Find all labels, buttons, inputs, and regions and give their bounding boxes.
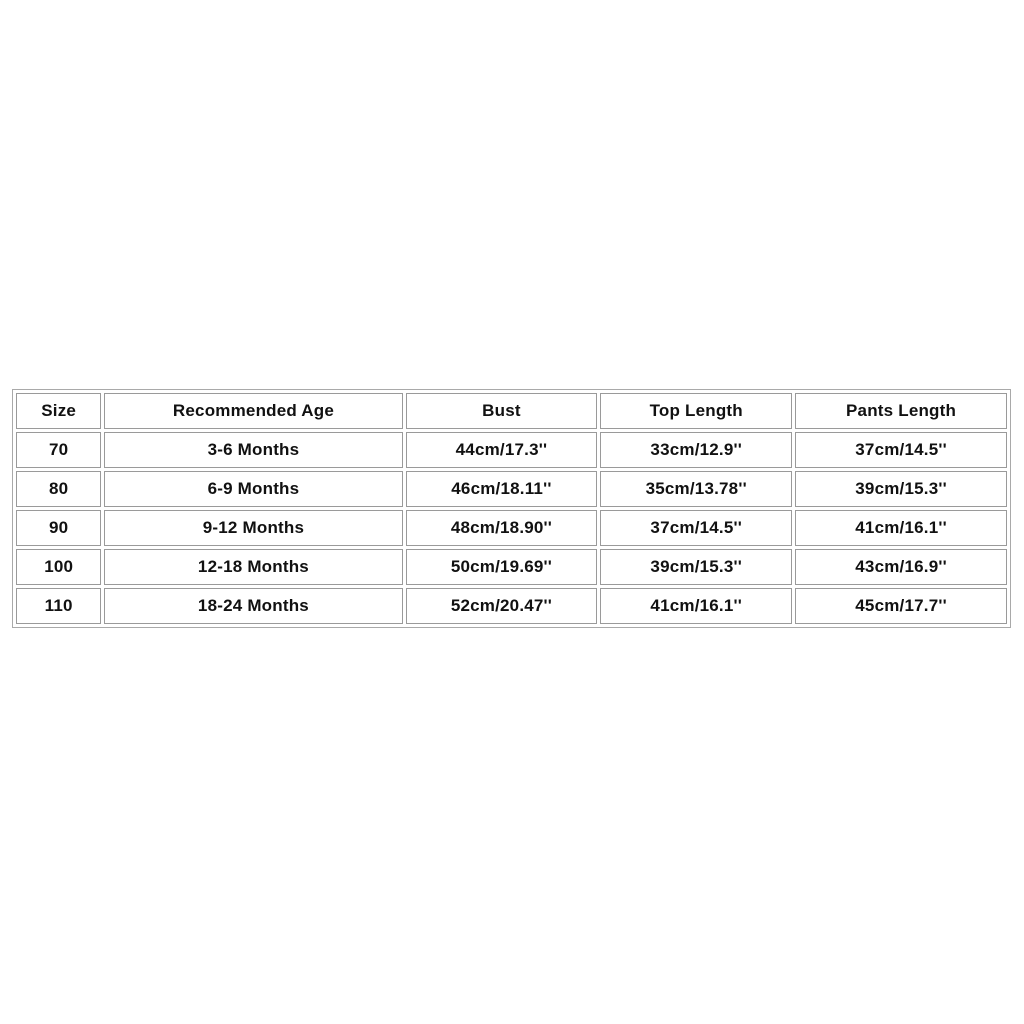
table-row xyxy=(16,588,1007,624)
cell-size: 70 xyxy=(16,432,101,468)
cell-bust: 52cm/20.47'' xyxy=(406,588,598,624)
header-size: Size xyxy=(16,393,101,429)
table-row xyxy=(16,510,1007,546)
table-row xyxy=(16,549,1007,585)
table-header-row xyxy=(16,393,1007,429)
cell-pants-length: 37cm/14.5'' xyxy=(795,432,1007,468)
cell-bust: 50cm/19.69'' xyxy=(406,549,598,585)
cell-age: 3-6 Months xyxy=(104,432,402,468)
cell-age: 9-12 Months xyxy=(104,510,402,546)
cell-bust: 44cm/17.3'' xyxy=(406,432,598,468)
cell-bust: 46cm/18.11'' xyxy=(406,471,598,507)
cell-top-length: 37cm/14.5'' xyxy=(600,510,792,546)
cell-size: 90 xyxy=(16,510,101,546)
cell-pants-length: 39cm/15.3'' xyxy=(795,471,1007,507)
cell-bust: 48cm/18.90'' xyxy=(406,510,598,546)
cell-pants-length: 41cm/16.1'' xyxy=(795,510,1007,546)
cell-size: 80 xyxy=(16,471,101,507)
cell-top-length: 35cm/13.78'' xyxy=(600,471,792,507)
cell-age: 12-18 Months xyxy=(104,549,402,585)
cell-age: 18-24 Months xyxy=(104,588,402,624)
header-pants-length: Pants Length xyxy=(795,393,1007,429)
cell-top-length: 41cm/16.1'' xyxy=(600,588,792,624)
table-row xyxy=(16,471,1007,507)
cell-size: 110 xyxy=(16,588,101,624)
cell-top-length: 39cm/15.3'' xyxy=(600,549,792,585)
cell-pants-length: 45cm/17.7'' xyxy=(795,588,1007,624)
header-recommended-age: Recommended Age xyxy=(104,393,402,429)
cell-size: 100 xyxy=(16,549,101,585)
cell-top-length: 33cm/12.9'' xyxy=(600,432,792,468)
size-chart-table xyxy=(12,389,1011,628)
table-row xyxy=(16,432,1007,468)
cell-pants-length: 43cm/16.9'' xyxy=(795,549,1007,585)
header-bust: Bust xyxy=(406,393,598,429)
header-top-length: Top Length xyxy=(600,393,792,429)
cell-age: 6-9 Months xyxy=(104,471,402,507)
